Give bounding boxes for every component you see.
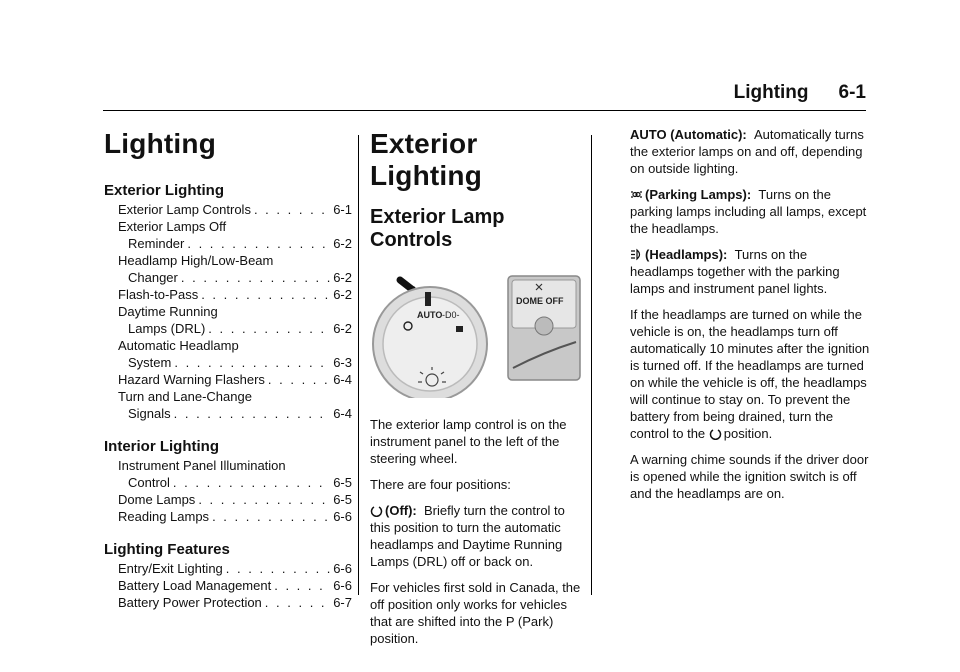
toc-entry[interactable] xyxy=(104,594,352,611)
toc-entry-page: 6-2 xyxy=(333,287,352,302)
dial-indicator xyxy=(425,292,431,306)
toc-entry-label[interactable]: Exterior Lamps Off xyxy=(118,219,227,234)
toc-entry-page: 6-7 xyxy=(333,595,352,610)
toc-leader-dots xyxy=(187,235,330,252)
toc-entry[interactable] xyxy=(104,560,352,577)
toc-entry-label[interactable]: Automatic Headlamp xyxy=(118,338,239,353)
paragraph-text: Turns on the parking lamps including all lamps, except the headlamps. xyxy=(630,187,867,236)
off-icon xyxy=(709,427,722,440)
toc-entry-page: 6-5 xyxy=(333,492,352,507)
toc-entry-page: 6-6 xyxy=(333,578,352,593)
toc-entry[interactable] xyxy=(104,269,352,286)
toc-entry-label: Lamps (DRL) xyxy=(128,321,206,336)
paragraph: For vehicles first sold in Canada, the off position only works for vehicles that are shifted into the P (Park) position. xyxy=(370,580,581,646)
parking-lamp-icon xyxy=(630,188,643,201)
header-section: Lighting xyxy=(733,82,809,103)
toc-entry[interactable] xyxy=(104,201,352,218)
toc-leader-dots xyxy=(274,577,330,594)
toc-entry-page: 6-5 xyxy=(333,475,352,490)
header-page-number: 6-1 xyxy=(838,82,866,103)
lead-term: (Parking Lamps): xyxy=(645,187,752,202)
toc-entry[interactable] xyxy=(104,491,352,508)
toc-leader-dots xyxy=(268,371,330,388)
toc-leader-dots xyxy=(198,491,330,508)
toc-leader-dots xyxy=(174,354,330,371)
lamp-control-figure xyxy=(370,268,582,398)
paragraph: There are four positions: xyxy=(370,477,511,492)
toc-entry-label: Control xyxy=(128,475,170,490)
toc-leader-dots xyxy=(174,405,331,422)
off-icon xyxy=(370,504,383,517)
toc-entry-label: Battery Power Protection xyxy=(118,595,262,610)
toc-entry-page: 6-2 xyxy=(333,321,352,336)
dome-knob xyxy=(535,317,553,335)
toc-leader-dots xyxy=(226,560,330,577)
chapter-title: Lighting xyxy=(104,128,217,159)
toc-entry-label[interactable]: Daytime Running xyxy=(118,304,218,319)
toc-leader-dots xyxy=(254,201,330,218)
lead-term: (Headlamps): xyxy=(645,247,728,262)
column-divider xyxy=(358,135,359,595)
toc-list xyxy=(104,182,352,611)
toc-entry-label: Dome Lamps xyxy=(118,492,196,507)
section-toc xyxy=(104,124,352,611)
paragraph-text: Turns on the headlamps together with the parking lamps and instrument panel lights. xyxy=(630,247,840,296)
toc-entry[interactable] xyxy=(104,474,352,491)
toc-entry[interactable] xyxy=(104,235,352,252)
toc-entry-label: Reading Lamps xyxy=(118,509,210,524)
toc-leader-dots xyxy=(208,320,330,337)
toc-entry-label[interactable]: Instrument Panel Illumination xyxy=(118,458,286,473)
toc-leader-dots xyxy=(201,286,330,303)
toc-entry[interactable] xyxy=(104,508,352,525)
toc-leader-dots xyxy=(265,594,330,611)
toc-entry-page: 6-4 xyxy=(333,406,352,421)
dial-auto-label: AUTO xyxy=(417,310,443,320)
dome-off-label: DOME OFF xyxy=(516,296,564,306)
toc-entry[interactable] xyxy=(104,577,352,594)
toc-entry-label: Hazard Warning Flashers xyxy=(118,372,265,387)
paragraph-text: Automatically turns the exterior lamps on and off, depending on outside lighting. xyxy=(630,127,864,176)
toc-leader-dots xyxy=(173,474,330,491)
paragraph: A warning chime sounds if the driver door is opened while the ignition switch is off and the headlamps are on. xyxy=(630,452,869,501)
lead-term: (Off): xyxy=(385,503,417,518)
toc-entry-page: 6-1 xyxy=(333,202,352,217)
toc-leader-dots xyxy=(181,269,330,286)
section-title: Exterior Lighting xyxy=(370,128,483,191)
parking-lamp-icon: -D0- xyxy=(442,310,460,320)
toc-entry-label: Changer xyxy=(128,270,178,285)
lead-term: AUTO (Automatic): xyxy=(630,127,747,142)
column-divider xyxy=(591,135,592,595)
toc-group-heading: Lighting Features xyxy=(104,541,230,558)
headlamp-icon xyxy=(456,326,463,332)
toc-leader-dots xyxy=(212,508,330,525)
paragraph-text: If the headlamps are turned on while the vehicle is on, the headlamps turn off automatically 10 minutes after the ignition is turned off. If the headlamps are turned on while the vehicle is off, the headlamps will continue to stay on. To prevent the battery from being drained, turn the control to the xyxy=(630,307,870,441)
toc-entry[interactable] xyxy=(104,354,352,371)
toc-entry[interactable] xyxy=(104,405,352,422)
paragraph: The exterior lamp control is on the instrument panel to the left of the steering wheel. xyxy=(370,417,567,466)
headlamp-icon xyxy=(630,248,643,261)
toc-entry-label[interactable]: Headlamp High/Low-Beam xyxy=(118,253,274,268)
exterior-lighting-column xyxy=(370,124,582,656)
toc-entry[interactable] xyxy=(104,320,352,337)
toc-entry-page: 6-2 xyxy=(333,236,352,251)
paragraph-text: Briefly turn the control to this position to turn the automatic headlamps and Daytime Running Lamps (DRL) off or back on. xyxy=(370,503,565,569)
toc-entry-page: 6-3 xyxy=(333,355,352,370)
toc-entry-page: 6-2 xyxy=(333,270,352,285)
toc-entry-page: 6-4 xyxy=(333,372,352,387)
paragraph xyxy=(370,502,582,570)
toc-entry-label: Exterior Lamp Controls xyxy=(118,202,251,217)
toc-group-heading: Exterior Lighting xyxy=(104,182,224,199)
paragraph xyxy=(630,126,870,177)
toc-entry[interactable] xyxy=(104,286,352,303)
toc-entry-page: 6-6 xyxy=(333,509,352,524)
page-header xyxy=(734,82,866,104)
paragraph xyxy=(630,306,870,442)
paragraph xyxy=(630,246,870,297)
lamp-positions-column xyxy=(630,126,870,511)
toc-entry-page: 6-6 xyxy=(333,561,352,576)
toc-entry-label: Flash-to-Pass xyxy=(118,287,199,302)
toc-entry-label: Entry/Exit Lighting xyxy=(118,561,223,576)
toc-entry-label[interactable]: Turn and Lane-Change xyxy=(118,389,252,404)
paragraph xyxy=(630,186,870,237)
toc-group-heading: Interior Lighting xyxy=(104,438,219,455)
header-rule xyxy=(103,110,866,111)
toc-entry-label: Battery Load Management xyxy=(118,578,272,593)
lamp-control-illustration xyxy=(370,268,582,398)
paragraph-text: position. xyxy=(723,426,773,441)
subsection-title: Exterior Lamp Controls xyxy=(370,206,505,251)
toc-entry[interactable] xyxy=(104,371,352,388)
toc-entry-label: Signals xyxy=(128,406,171,421)
toc-entry-label: Reminder xyxy=(128,236,185,251)
toc-entry-label: System xyxy=(128,355,172,370)
